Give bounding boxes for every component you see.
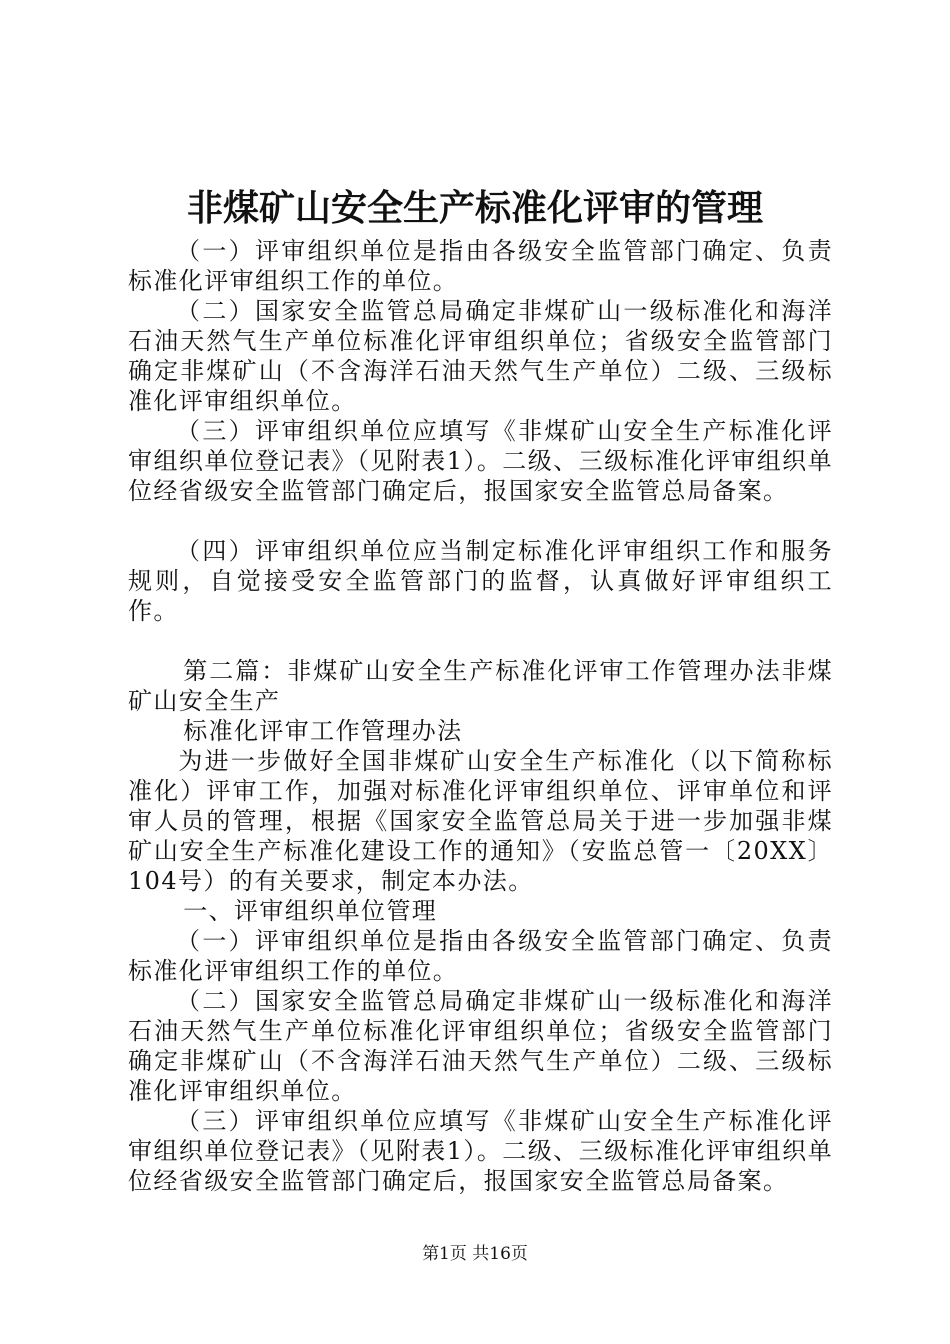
section-heading-part-two: 第二篇：非煤矿山安全生产标准化评审工作管理办法非煤矿山安全生产: [128, 657, 833, 715]
document-title: 非煤矿山安全生产标准化评审的管理: [186, 187, 763, 229]
paragraph-6: （二）国家安全监管总局确定非煤矿山一级标准化和海洋石油天然气生产单位标准化评审组织单位；省级安全监管部门确定非煤矿山（不含海洋石油天然气生产单位）二级、三级标准化评审组织单位。: [128, 987, 833, 1105]
paragraph-4: （四）评审组织单位应当制定标准化评审组织工作和服务规则，自觉接受安全监管部门的监督，认真做好评审组织工作。: [128, 537, 833, 625]
paragraph-2: （二）国家安全监管总局确定非煤矿山一级标准化和海洋石油天然气生产单位标准化评审组织单位；省级安全监管部门确定非煤矿山（不含海洋石油天然气生产单位）二级、三级标准化评审组织单位。: [128, 297, 833, 415]
paragraph-3: （三）评审组织单位应填写《非煤矿山安全生产标准化评审组织单位登记表》（见附表1）。二级、三级标准化评审组织单位经省级安全监管部门确定后，报国家安全监管总局备案。: [128, 417, 833, 505]
paragraph-7: （三）评审组织单位应填写《非煤矿山安全生产标准化评审组织单位登记表》（见附表1）。二级、三级标准化评审组织单位经省级安全监管部门确定后，报国家安全监管总局备案。: [128, 1107, 833, 1195]
section-heading-1: 一、评审组织单位管理: [183, 897, 438, 925]
paragraph-1: （一）评审组织单位是指由各级安全监管部门确定、负责标准化评审组织工作的单位。: [128, 237, 833, 295]
paragraph-5: （一）评审组织单位是指由各级安全监管部门确定、负责标准化评审组织工作的单位。: [128, 927, 833, 985]
document-body: [128, 236, 833, 1196]
section-subtitle: 标准化评审工作管理办法: [183, 717, 463, 745]
page-footer: 第1页 共16页: [422, 1244, 528, 1264]
paragraph-intro: 为进一步做好全国非煤矿山安全生产标准化（以下简称标准化）评审工作，加强对标准化评审组织单位、评审单位和评审人员的管理，根据《国家安全监管总局关于进一步加强非煤矿山安全生产标准化建设工作的通知》（安监总管一〔20XX〕104号）的有关要求，制定本办法。: [128, 747, 833, 895]
